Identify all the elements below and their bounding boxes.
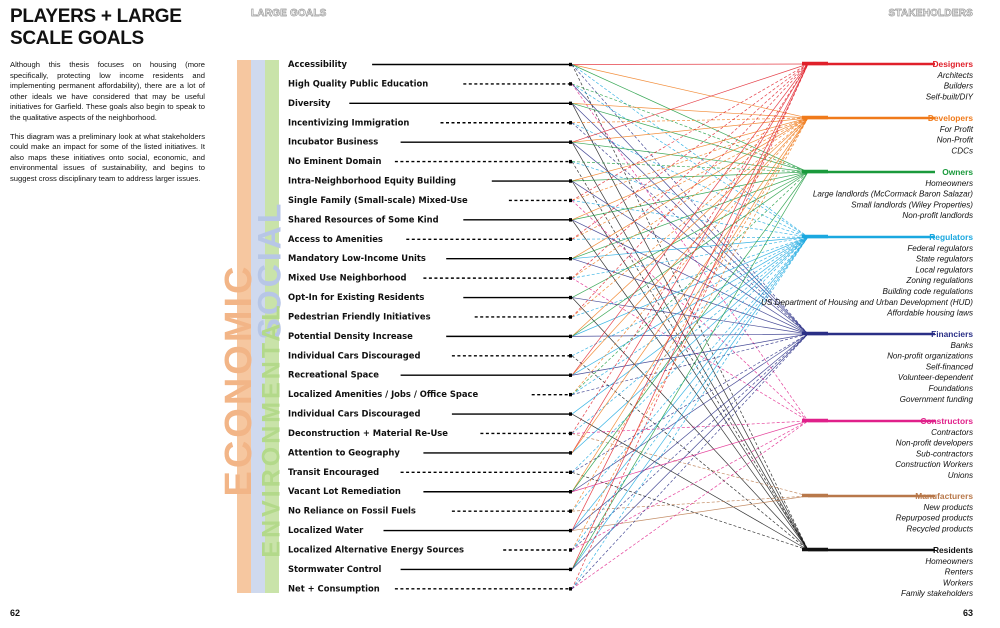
connection-lines: [572, 64, 808, 589]
goal-label: No Reliance on Fossil Fuels: [288, 505, 416, 516]
stakeholder-item: Homeowners: [925, 556, 973, 566]
connection-line: [572, 334, 808, 395]
goal-end-mark: [569, 238, 572, 241]
stakeholder-item: Architects: [937, 70, 973, 80]
stakeholder-item: Federal regulators: [907, 243, 973, 253]
stakeholder-name: Manufacturers: [915, 491, 973, 501]
band-label-environmental: ENVIRONMENTAL: [257, 302, 286, 558]
stakeholder-item: Local regulators: [915, 265, 973, 275]
connection-line: [572, 172, 808, 395]
goal-end-mark: [569, 548, 572, 551]
stakeholder-item: Recycled products: [906, 524, 973, 534]
page-number-left: 62: [10, 608, 21, 618]
connection-line: [572, 237, 808, 414]
connection-line: [572, 118, 808, 181]
stakeholder-item: Repurposed products: [895, 513, 973, 523]
connection-line: [572, 172, 808, 259]
connection-line: [572, 237, 808, 550]
goal-label: High Quality Public Education: [288, 78, 429, 89]
goal-list: [288, 59, 572, 593]
connection-line: [572, 237, 808, 589]
connection-line: [572, 118, 808, 550]
connection-line: [572, 237, 808, 259]
connection-line: [572, 472, 808, 550]
goal-end-mark: [569, 335, 572, 338]
stakeholder-item: Homeowners: [925, 178, 973, 188]
goal-end-mark: [569, 568, 572, 571]
connection-line: [572, 181, 808, 550]
stakeholder-item: Banks: [950, 340, 973, 350]
goal-label: Incubator Business: [288, 136, 379, 147]
stakeholder-name: Residents: [932, 545, 973, 555]
stakeholder-item: Self-financed: [925, 362, 973, 372]
stakeholder-item: CDCs: [951, 146, 973, 156]
goal-label: Deconstruction + Material Re-Use: [288, 427, 448, 438]
goal-label: Localized Alternative Energy Sources: [288, 544, 464, 555]
connection-line: [572, 84, 808, 172]
stakeholder-item: Contractors: [931, 427, 973, 437]
connection-line: [572, 65, 808, 119]
goal-end-mark: [569, 199, 572, 202]
connection-line: [572, 65, 808, 173]
goal-end-mark: [569, 218, 572, 221]
goal-label: Incentivizing Immigration: [288, 117, 410, 128]
connection-line: [572, 118, 808, 239]
stakeholder-name: Designers: [932, 59, 973, 69]
goal-end-mark: [569, 490, 572, 493]
connection-line: [572, 84, 808, 237]
stakeholder-item: Non-Profit: [936, 135, 973, 145]
goal-label: Pedestrian Friendly Initiatives: [288, 311, 431, 322]
stakeholder-item: Zoning regulations: [906, 276, 973, 286]
goal-label: Net + Consumption: [288, 583, 380, 594]
band-label-economic: ECONOMIC: [218, 263, 261, 497]
stakeholder-item: Non-profit landlords: [902, 211, 973, 221]
stakeholder-item: Foundations: [928, 384, 973, 393]
stakeholder-item: State regulators: [915, 254, 973, 264]
connection-line: [572, 414, 808, 550]
goal-end-mark: [569, 63, 572, 66]
goal-label: Vacant Lot Remediation: [288, 486, 401, 497]
connection-line: [572, 334, 808, 550]
goal-end-mark: [569, 160, 572, 163]
goal-label: Transit Encouraged: [288, 466, 380, 477]
connection-line: [572, 421, 808, 589]
goal-end-mark: [569, 529, 572, 532]
stakeholder-item: Affordable housing laws: [887, 308, 973, 318]
connection-line: [572, 65, 808, 335]
intro-paragraph: This diagram was a preliminary look at what stakeholders could make an impact for some of the listed initiatives. It also maps these initiatives onto social, economic, and environmental issues of sustainability, and begins to suggest cross disciplinary team to address larger issues.: [10, 131, 205, 183]
stakeholder-item: Construction Workers: [895, 460, 973, 470]
goal-label: Individual Cars Discouraged: [288, 408, 421, 419]
stakeholder-item: Workers: [942, 578, 973, 588]
stakeholder-item: Family stakeholders: [901, 589, 973, 599]
connection-line: [572, 118, 808, 375]
connection-line: [572, 142, 808, 550]
goal-label: Mixed Use Neighborhood: [288, 272, 407, 283]
goal-label: Localized Amenities / Jobs / Office Space: [288, 389, 479, 400]
goal-end-mark: [569, 179, 572, 182]
band-label-social: SOCIAL: [251, 200, 288, 340]
stakeholders-header: STAKEHOLDERS: [888, 8, 973, 19]
stakeholder-item: Unions: [947, 471, 973, 480]
stakeholder-item: Renters: [944, 567, 973, 577]
stakeholder-item: Large landlords (McCormack Baron Salazar): [812, 189, 973, 199]
connection-line: [572, 496, 808, 511]
goal-end-mark: [569, 315, 572, 318]
stakeholder-name: Developers: [927, 113, 973, 123]
goal-end-mark: [569, 587, 572, 590]
connection-line: [572, 118, 808, 395]
connection-line: [572, 421, 808, 550]
stakeholder-item: For Profit: [939, 124, 973, 134]
goal-end-mark: [569, 451, 572, 454]
goal-end-mark: [569, 509, 572, 512]
goal-end-mark: [569, 354, 572, 357]
goal-label: Single Family (Small-scale) Mixed-Use: [288, 194, 468, 205]
goal-label: Opt-In for Existing Residents: [288, 292, 425, 303]
goal-end-mark: [569, 296, 572, 299]
goal-label: Diversity: [288, 97, 331, 108]
goal-label: Localized Water: [288, 525, 364, 536]
stakeholder-item: Self-built/DIY: [925, 92, 973, 102]
stakeholder-name: Constructors: [920, 416, 973, 426]
goal-label: Attention to Geography: [288, 447, 400, 458]
stakeholder-name: Owners: [942, 167, 973, 177]
goal-label: No Eminent Domain: [288, 156, 382, 167]
goal-label: Mandatory Low-Income Units: [288, 253, 426, 264]
page-title: PLAYERS + LARGE SCALE GOALS: [10, 6, 182, 49]
connection-line: [572, 64, 808, 65]
goal-end-mark: [569, 140, 572, 143]
stakeholder-item: New products: [923, 502, 973, 512]
stakeholder-item: Volunteer-dependent: [897, 373, 973, 383]
goal-label: Shared Resources of Some Kind: [288, 214, 439, 225]
goal-label: Access to Amenities: [288, 233, 383, 244]
goal-end-mark: [569, 121, 572, 124]
stakeholder-item: Building code regulations: [882, 287, 973, 296]
large-goals-header: LARGE GOALS: [251, 8, 327, 19]
intro-paragraph: Although this thesis focuses on housing (more specifically, protecting low income residents and implementing permanent affordability), there are a lot of other ideals we have considered that may be useful initiatives for Garfield. These goals also begin to speak to the qualitative aspects of the neighborhood.: [10, 60, 205, 122]
goal-end-mark: [569, 432, 572, 435]
goal-label: Accessibility: [288, 59, 348, 69]
goal-end-mark: [569, 276, 572, 279]
goal-label: Potential Density Increase: [288, 330, 413, 341]
goal-label: Intra-Neighborhood Equity Building: [288, 175, 456, 186]
goal-end-mark: [569, 257, 572, 260]
stakeholder-item: Government funding: [899, 394, 973, 404]
stakeholder-item: Sub-contractors: [915, 449, 973, 459]
connection-line: [572, 237, 808, 511]
stakeholder-item: Small landlords (Wiley Properties): [851, 200, 973, 210]
stakeholder-name: Regulators: [929, 232, 973, 242]
goal-end-mark: [569, 393, 572, 396]
page-number-right: 63: [962, 608, 973, 618]
connection-line: [572, 64, 808, 589]
goal-end-mark: [569, 102, 572, 105]
stakeholder-item: Non-profit organizations: [887, 351, 973, 361]
goal-label: Individual Cars Discouraged: [288, 350, 421, 361]
connection-line: [572, 334, 808, 589]
stakeholder-item: Builders: [943, 81, 973, 91]
goal-end-mark: [569, 412, 572, 415]
goal-label: Stormwater Control: [288, 563, 382, 574]
stakeholder-name: Financiers: [931, 329, 973, 339]
goal-end-mark: [569, 82, 572, 85]
connection-line: [572, 162, 808, 237]
stakeholder-item: Non-profit developers: [895, 438, 973, 448]
goal-end-mark: [569, 471, 572, 474]
goal-label: Recreational Space: [288, 369, 379, 380]
goal-end-mark: [569, 374, 572, 377]
sustainability-bands: [218, 60, 287, 593]
connection-line: [572, 172, 808, 220]
stakeholder-item: US Department of Housing and Urban Development (HUD): [761, 297, 973, 307]
